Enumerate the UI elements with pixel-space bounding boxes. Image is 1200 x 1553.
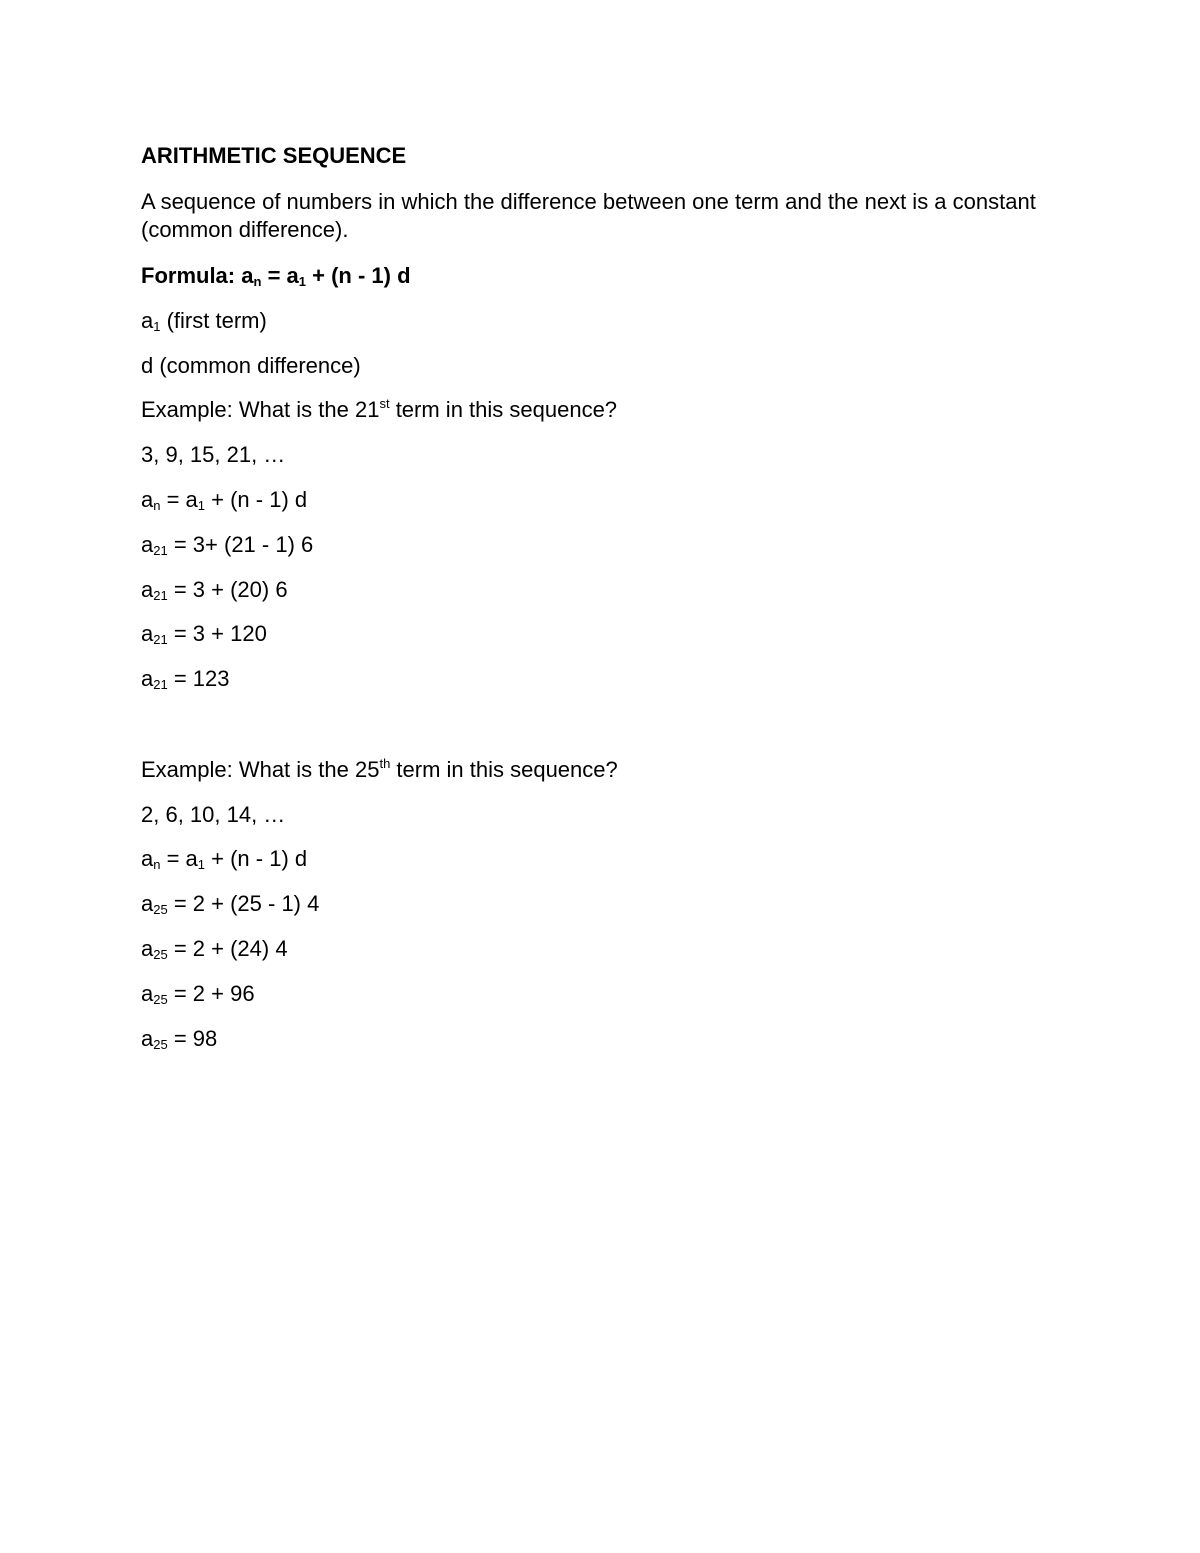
step-a: a [141,936,154,961]
step-rest: = 98 [167,1026,218,1051]
formula-rest: + (n - 1) d [306,263,411,288]
example2-question-sup: th [379,756,391,771]
formula-a1: a [286,263,299,288]
example2-step [141,935,288,963]
step-rest: = 3 + (20) 6 [167,577,288,602]
step-a: a [141,666,154,691]
step-sub: 25 [153,992,168,1007]
step-a: a [141,487,154,512]
page-title: ARITHMETIC SEQUENCE [141,143,407,168]
step-rest: = 2 + 96 [167,981,255,1006]
step-sub: 25 [153,1037,168,1052]
formula-sub-1: 1 [298,274,307,289]
formula-line [141,262,411,290]
example1-question-pre: Example: What is the 21 [141,397,380,422]
step-sub: n [153,857,161,872]
first-term-sub: 1 [153,319,161,334]
step-rest: + (n - 1) d [205,487,308,512]
step-sub: 21 [153,677,168,692]
step-rest: + (n - 1) d [205,846,308,871]
first-term-text: (first term) [160,308,267,333]
example1-answer [141,665,230,693]
example1-sequence: 3, 9, 15, 21, … [141,442,286,467]
example1-question-post: term in this sequence? [389,397,618,422]
example1-step [141,531,313,559]
example2-step [141,890,319,918]
common-difference-definition: d (common difference) [141,353,361,378]
step-a: a [141,981,154,1006]
example1-question-sup: st [379,396,390,411]
example2-question-pre: Example: What is the 25 [141,757,380,782]
first-term-a: a [141,308,154,333]
step-sub: n [153,498,161,513]
example1-question [141,396,617,424]
first-term-definition [141,307,267,335]
step-sub: 25 [153,947,168,962]
formula-label: Formula: [141,263,236,288]
step-a: a [141,577,154,602]
example1-step-formula [141,486,307,514]
step-sub2: 1 [197,498,206,513]
formula-eq: = [261,263,287,288]
step-mid: = a [160,846,198,871]
example1-step [141,620,267,648]
example2-sequence: 2, 6, 10, 14, … [141,802,286,827]
example2-step [141,980,255,1008]
step-rest: = 2 + (25 - 1) 4 [167,891,320,916]
example2-step-formula [141,845,307,873]
step-rest: = 123 [167,666,230,691]
step-a: a [141,532,154,557]
formula-a: a [241,263,254,288]
example2-question-post: term in this sequence? [390,757,618,782]
step-a: a [141,846,154,871]
step-sub: 21 [153,632,168,647]
step-a: a [141,1026,154,1051]
step-mid: = a [160,487,198,512]
step-sub: 21 [153,543,168,558]
example2-question [141,756,618,784]
example1-step [141,576,288,604]
formula-sub-n: n [253,274,262,289]
example2-answer [141,1025,217,1053]
definition-paragraph: A sequence of numbers in which the difference between one term and the next is a constant (common difference). [141,189,1036,242]
step-a: a [141,621,154,646]
step-sub2: 1 [197,857,206,872]
step-sub: 21 [153,588,168,603]
step-a: a [141,891,154,916]
step-rest: = 3+ (21 - 1) 6 [167,532,314,557]
step-sub: 25 [153,902,168,917]
step-rest: = 2 + (24) 4 [167,936,288,961]
step-rest: = 3 + 120 [167,621,267,646]
